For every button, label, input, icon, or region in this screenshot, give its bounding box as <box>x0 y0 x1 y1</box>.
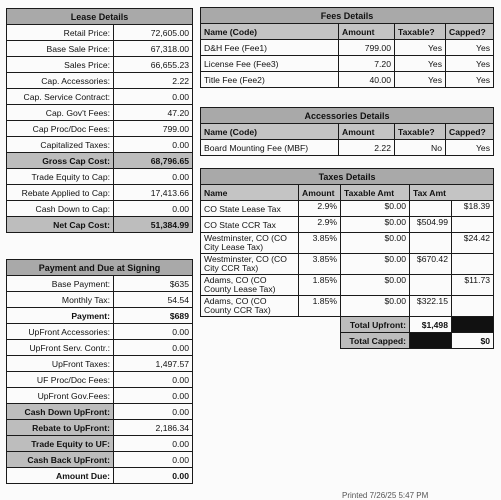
accessories-details-table <box>200 107 494 156</box>
lease-label: Net Cap Cost: <box>7 217 114 233</box>
fee-capped: Yes <box>446 72 494 88</box>
payment-label: Rebate to UpFront: <box>7 420 114 436</box>
payment-value: $635 <box>114 276 193 292</box>
payment-row <box>7 276 193 292</box>
lease-value: 799.00 <box>114 121 193 137</box>
total-upfront-row <box>201 317 494 333</box>
lease-row <box>7 73 193 89</box>
total-upfront-blackout <box>452 317 494 333</box>
lease-label: Cap. Gov't Fees: <box>7 105 114 121</box>
spacer <box>201 333 341 349</box>
lease-row <box>7 121 193 137</box>
payment-value: 54.54 <box>114 292 193 308</box>
lease-row <box>7 185 193 201</box>
tax-amt-lease: $18.39 <box>452 201 494 217</box>
total-capped-blackout <box>410 333 452 349</box>
fee-taxable: Yes <box>395 40 446 56</box>
lease-value: 0.00 <box>114 137 193 153</box>
payment-row <box>7 468 193 484</box>
fee-row <box>201 56 494 72</box>
tax-amt-lease: $11.73 <box>452 275 494 296</box>
tax-name: CO State Lease Tax <box>201 201 299 217</box>
fees-header-amount: Amount <box>339 24 395 40</box>
payment-value: 1,497.57 <box>114 356 193 372</box>
payment-label: Monthly Tax: <box>7 292 114 308</box>
lease-label: Gross Cap Cost: <box>7 153 114 169</box>
fee-taxable: Yes <box>395 56 446 72</box>
tax-name: CO State CCR Tax <box>201 217 299 233</box>
payment-label: Base Payment: <box>7 276 114 292</box>
tax-amt <box>410 275 452 296</box>
taxes-details-table <box>200 168 494 349</box>
payment-row <box>7 324 193 340</box>
payment-value: $689 <box>114 308 193 324</box>
fee-amount: 799.00 <box>339 40 395 56</box>
fee-capped: Yes <box>446 40 494 56</box>
fee-amount: 7.20 <box>339 56 395 72</box>
fees-details-title: Fees Details <box>201 8 494 24</box>
tax-amt: $504.99 <box>410 217 452 233</box>
tax-taxable-amt: $0.00 <box>341 275 410 296</box>
payment-label: Cash Back UpFront: <box>7 452 114 468</box>
lease-label: Capitalized Taxes: <box>7 137 114 153</box>
fee-name: D&H Fee (Fee1) <box>201 40 339 56</box>
payment-row <box>7 452 193 468</box>
fee-name: License Fee (Fee3) <box>201 56 339 72</box>
total-capped-value: $0 <box>452 333 494 349</box>
payment-label: UpFront Accessories: <box>7 324 114 340</box>
payment-row <box>7 308 193 324</box>
tax-amt-lease: $24.42 <box>452 233 494 254</box>
payment-value: 0.00 <box>114 468 193 484</box>
lease-label: Base Sale Price: <box>7 41 114 57</box>
tax-amt <box>410 201 452 217</box>
lease-label: Cash Down to Cap: <box>7 201 114 217</box>
lease-label: Retail Price: <box>7 25 114 41</box>
tax-amount: 1.85% <box>299 275 341 296</box>
tax-amount: 3.85% <box>299 233 341 254</box>
acc-header-name: Name (Code) <box>201 124 339 140</box>
lease-row <box>7 169 193 185</box>
tax-amt: $670.42 <box>410 254 452 275</box>
fee-capped: Yes <box>446 56 494 72</box>
tax-amount: 2.9% <box>299 201 341 217</box>
tax-row <box>201 201 494 217</box>
payment-due-table <box>6 259 193 484</box>
fees-details-table <box>200 7 494 88</box>
taxes-header-taxable-amt: Taxable Amt <box>341 185 410 201</box>
payment-row <box>7 340 193 356</box>
payment-label: UpFront Serv. Contr.: <box>7 340 114 356</box>
accessory-amount: 2.22 <box>339 140 395 156</box>
tax-taxable-amt: $0.00 <box>341 201 410 217</box>
payment-value: 0.00 <box>114 372 193 388</box>
tax-row <box>201 233 494 254</box>
total-capped-row <box>201 333 494 349</box>
payment-value: 0.00 <box>114 404 193 420</box>
fee-row <box>201 40 494 56</box>
payment-label: Trade Equity to UF: <box>7 436 114 452</box>
tax-amt-lease <box>452 254 494 275</box>
payment-row <box>7 404 193 420</box>
taxes-details-title: Taxes Details <box>201 169 494 185</box>
payment-value: 0.00 <box>114 452 193 468</box>
payment-value: 0.00 <box>114 340 193 356</box>
payment-label: UF Proc/Doc Fees: <box>7 372 114 388</box>
payment-value: 0.00 <box>114 324 193 340</box>
tax-name: Westminster, CO (CO City Lease Tax) <box>201 233 299 254</box>
acc-header-taxable: Taxable? <box>395 124 446 140</box>
lease-label: Rebate Applied to Cap: <box>7 185 114 201</box>
lease-row <box>7 41 193 57</box>
fee-name: Title Fee (Fee2) <box>201 72 339 88</box>
tax-taxable-amt: $0.00 <box>341 217 410 233</box>
total-upfront-value: $1,498 <box>410 317 452 333</box>
lease-value: 47.20 <box>114 105 193 121</box>
fees-header-taxable: Taxable? <box>395 24 446 40</box>
fees-header-capped: Capped? <box>446 24 494 40</box>
payment-row <box>7 356 193 372</box>
tax-amount: 1.85% <box>299 296 341 317</box>
taxes-header-tax-amt: Tax Amt <box>410 185 494 201</box>
lease-label: Cap. Service Contract: <box>7 89 114 105</box>
tax-amount: 2.9% <box>299 217 341 233</box>
tax-amount: 3.85% <box>299 254 341 275</box>
payment-row <box>7 372 193 388</box>
lease-value: 2.22 <box>114 73 193 89</box>
acc-header-capped: Capped? <box>446 124 494 140</box>
lease-value: 0.00 <box>114 201 193 217</box>
payment-value: 0.00 <box>114 436 193 452</box>
payment-row <box>7 292 193 308</box>
payment-due-title: Payment and Due at Signing <box>7 260 193 276</box>
accessory-name: Board Mounting Fee (MBF) <box>201 140 339 156</box>
payment-label: Cash Down UpFront: <box>7 404 114 420</box>
fees-header-name: Name (Code) <box>201 24 339 40</box>
lease-value: 51,384.99 <box>114 217 193 233</box>
lease-label: Trade Equity to Cap: <box>7 169 114 185</box>
payment-value: 2,186.34 <box>114 420 193 436</box>
lease-details-table <box>6 8 193 233</box>
total-capped-label: Total Capped: <box>341 333 410 349</box>
accessory-capped: Yes <box>446 140 494 156</box>
lease-label: Cap Proc/Doc Fees: <box>7 121 114 137</box>
taxes-header-amount: Amount <box>299 185 341 201</box>
tax-row <box>201 217 494 233</box>
lease-value: 0.00 <box>114 169 193 185</box>
taxes-header-name: Name <box>201 185 299 201</box>
tax-name: Westminster, CO (CO City CCR Tax) <box>201 254 299 275</box>
accessories-details-title: Accessories Details <box>201 108 494 124</box>
lease-row <box>7 137 193 153</box>
lease-row <box>7 153 193 169</box>
fee-taxable: Yes <box>395 72 446 88</box>
fee-amount: 40.00 <box>339 72 395 88</box>
tax-row <box>201 254 494 275</box>
spacer <box>201 317 341 333</box>
lease-row <box>7 201 193 217</box>
lease-value: 67,318.00 <box>114 41 193 57</box>
tax-amt-lease <box>452 296 494 317</box>
lease-row <box>7 89 193 105</box>
tax-taxable-amt: $0.00 <box>341 233 410 254</box>
accessory-taxable: No <box>395 140 446 156</box>
lease-value: 66,655.23 <box>114 57 193 73</box>
tax-taxable-amt: $0.00 <box>341 254 410 275</box>
tax-taxable-amt: $0.00 <box>341 296 410 317</box>
tax-row <box>201 275 494 296</box>
payment-row <box>7 388 193 404</box>
lease-label: Cap. Accessories: <box>7 73 114 89</box>
lease-value: 0.00 <box>114 89 193 105</box>
total-upfront-label: Total Upfront: <box>341 317 410 333</box>
tax-amt: $322.15 <box>410 296 452 317</box>
lease-row <box>7 105 193 121</box>
lease-value: 17,413.66 <box>114 185 193 201</box>
payment-label: UpFront Taxes: <box>7 356 114 372</box>
payment-label: Amount Due: <box>7 468 114 484</box>
printed-timestamp: Printed 7/26/25 5:47 PM <box>342 491 429 500</box>
tax-amt <box>410 233 452 254</box>
lease-row <box>7 25 193 41</box>
tax-row <box>201 296 494 317</box>
lease-row <box>7 217 193 233</box>
lease-details-title: Lease Details <box>7 9 193 25</box>
lease-value: 68,796.65 <box>114 153 193 169</box>
fee-row <box>201 72 494 88</box>
tax-name: Adams, CO (CO County Lease Tax) <box>201 275 299 296</box>
lease-row <box>7 57 193 73</box>
accessory-row <box>201 140 494 156</box>
lease-label: Sales Price: <box>7 57 114 73</box>
tax-name: Adams, CO (CO County CCR Tax) <box>201 296 299 317</box>
payment-row <box>7 436 193 452</box>
payment-value: 0.00 <box>114 388 193 404</box>
payment-label: UpFront Gov.Fees: <box>7 388 114 404</box>
payment-label: Payment: <box>7 308 114 324</box>
acc-header-amount: Amount <box>339 124 395 140</box>
payment-row <box>7 420 193 436</box>
lease-value: 72,605.00 <box>114 25 193 41</box>
tax-amt-lease <box>452 217 494 233</box>
